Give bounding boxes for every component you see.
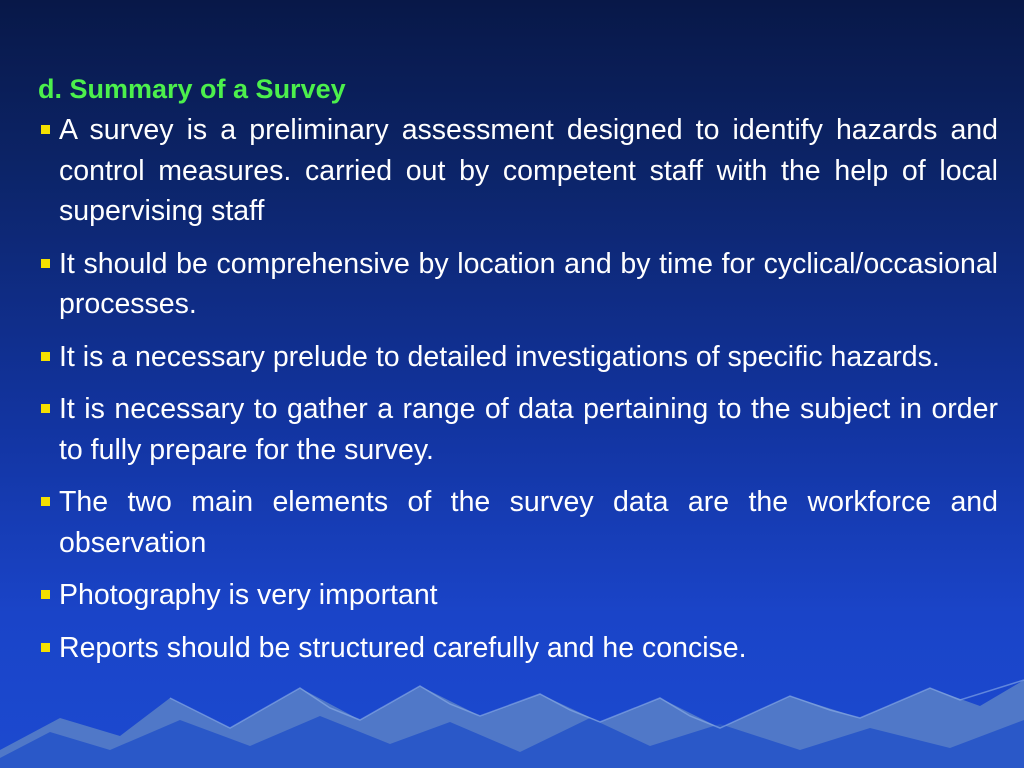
bullet-text: Photography is very important xyxy=(59,579,438,611)
bullet-item xyxy=(38,337,998,378)
bullet-item xyxy=(38,482,998,563)
square-bullet-icon xyxy=(41,259,50,268)
slide-title: d. Summary of a Survey xyxy=(38,74,346,104)
bullet-text: It should be comprehensive by location and by time for cyclical/occasional processes. xyxy=(59,247,998,320)
bullet-text: It is a necessary prelude to detailed investigations of specific hazards. xyxy=(59,340,940,373)
bullet-text: The two main elements of the survey data are the workforce and observation xyxy=(59,486,998,559)
bullet-item xyxy=(38,389,998,470)
bullet-item xyxy=(38,575,998,616)
bullet-text: Reports should be structured carefully and he concise. xyxy=(59,631,747,664)
square-bullet-icon xyxy=(41,590,50,599)
bullet-item xyxy=(38,110,998,232)
square-bullet-icon xyxy=(41,643,50,652)
square-bullet-icon xyxy=(41,497,50,506)
slide-content xyxy=(38,70,998,680)
square-bullet-icon xyxy=(41,404,50,413)
square-bullet-icon xyxy=(41,352,50,361)
square-bullet-icon xyxy=(41,125,50,134)
bullet-item xyxy=(38,628,998,669)
bullet-list xyxy=(38,110,998,668)
bullet-text: It is necessary to gather a range of data pertaining to the subject in order to fully prepare for the survey. xyxy=(59,393,998,466)
bullet-text: A survey is a preliminary assessment designed to identify hazards and control measures. carried out by competent staff with the help of local supervising staff xyxy=(59,114,998,227)
bullet-item xyxy=(38,244,998,325)
